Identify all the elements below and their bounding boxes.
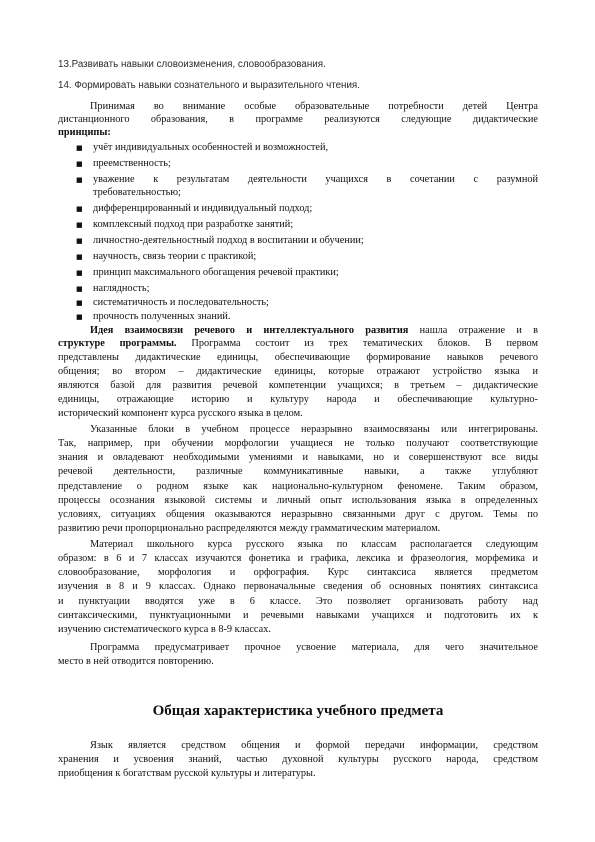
list-item: наглядность; [93,283,150,294]
paragraph-line: знания и овладевают необходимыми умениями и навыками, но и совершенствуют все виды [58,452,538,463]
bullet-icon: ■ [76,285,83,293]
bullet-icon: ■ [76,160,83,168]
paragraph-line: хранения и усвоения знаний, частью духовной культуры русского народа, средством [58,754,538,765]
paragraph-line: условиях, ситуациях общения оказываются неразрывно связанными друг с другом. Темы по [58,509,538,520]
paragraph-line: исторический компонент курса русского языка в целом. [58,408,303,419]
list-item-continuation: требовательностью; [93,187,181,198]
list-item: преемственность; [93,158,171,169]
paragraph-line: и пунктуации вводятся уже в 6 классе. Это позволяет организовать работу над [58,596,538,607]
paragraph-line: Так, например, при обучении морфологии учащиеся не только получают соответствующие [58,438,538,449]
paragraph-line: изучению систематического курса в 8-9 классах. [58,624,271,635]
paragraph-line: словообразование, морфология и орфография. Курс синтаксиса является предметом [58,567,538,578]
paragraph-line: образом: в 6 и 7 классах изучаются фонетика и графика, лексика и фразеология, морфемика и [58,553,538,564]
list-item: личностно-деятельностный подход в воспитании и обучении; [93,235,364,246]
list-item: прочность полученных знаний. [93,311,231,322]
paragraph-line: речевой деятельности, различные коммуникативные навыки, а также углубляют [58,466,538,477]
list-item: принцип максимального обогащения речевой практики; [93,267,339,278]
paragraph-line: развитию речи пропорционально распределяются между грамматическим материалом. [58,523,441,534]
list-item: дифференцированный и индивидуальный подход; [93,203,313,214]
intro-line: принципы: [58,127,111,138]
intro-line: Принимая во внимание особые образовательные потребности детей Центра [90,101,538,112]
list-item: систематичность и последовательность; [93,297,269,308]
paragraph-line: являются базой для развития речевой компетенции учащихся; в третьем – дидактические [58,380,538,391]
text-run: нашла отражение и в [408,325,538,336]
paragraph-line: единицы, отражающие историю и культуру народа и обеспечивающие культурно- [58,394,538,405]
bullet-icon: ■ [76,253,83,261]
paragraph-line: синтаксическими, пунктуационными и речевыми навыками учащихся и подготовить их к [58,610,538,621]
paragraph-line: представление о родном языке как национально-культурном феномене. Таким образом, [58,481,538,492]
paragraph-line [58,338,538,350]
paragraph-line: общения; во втором – дидактические единицы, которые отражают устройство языка и [58,366,538,377]
bullet-icon: ■ [76,269,83,277]
bullet-icon: ■ [76,144,83,152]
section-heading: Общая характеристика учебного предмета [152,703,444,719]
paragraph-line: Материал школьного курса русского языка по классам располагается следующим [90,539,538,550]
intro-line: дистанционного образования, в программе реализуются следующие дидактические [58,114,538,125]
paragraph-line [90,325,538,337]
list-item: уважение к результатам деятельности учащихся в сочетании с разумной [93,174,538,185]
list-item: научность, связь теории с практикой; [93,251,257,262]
paragraph-line: процессы осознания языковой системы и личный опыт использования языка в определенных [58,495,538,506]
paragraph-line: Язык является средством общения и формой передачи информации, средством [90,740,538,751]
goal-14: 14. Формировать навыки сознательного и выразительного чтения. [58,80,360,91]
paragraph-line: Программа предусматривает прочное усвоение материала, для чего значительное [90,642,538,653]
bullet-icon: ■ [76,237,83,245]
bullet-icon: ■ [76,299,83,307]
list-item: учёт индивидуальных особенностей и возможностей, [93,142,329,153]
bullet-icon: ■ [76,205,83,213]
paragraph-line: изучения в 8 и 9 классах. Однако первоначальные сведения об основных понятиях синтаксиса [58,581,538,592]
emphasis: Идея взаимосвязи речевого и интеллектуального развития [90,325,409,336]
emphasis: структуре программы. [58,338,177,349]
text-run: Программа состоит из трех тематических блоков. В первом [176,338,538,349]
list-item: комплексный подход при разработке занятий; [93,219,294,230]
paragraph-line: Указанные блоки в учебном процессе неразрывно взаимосвязаны или интегрированы. [90,424,538,435]
paragraph-line: приобщения к богатствам русской культуры и литературы. [58,768,316,779]
bullet-icon: ■ [76,221,83,229]
bullet-icon: ■ [76,313,83,321]
bullet-icon: ■ [76,176,83,184]
paragraph-line: место в ней отводится повторению. [58,656,214,667]
goal-13: 13.Развивать навыки словоизменения, словообразования. [58,59,326,70]
paragraph-line: представлены дидактические единицы, обеспечивающие формирование навыков речевого [58,352,538,363]
